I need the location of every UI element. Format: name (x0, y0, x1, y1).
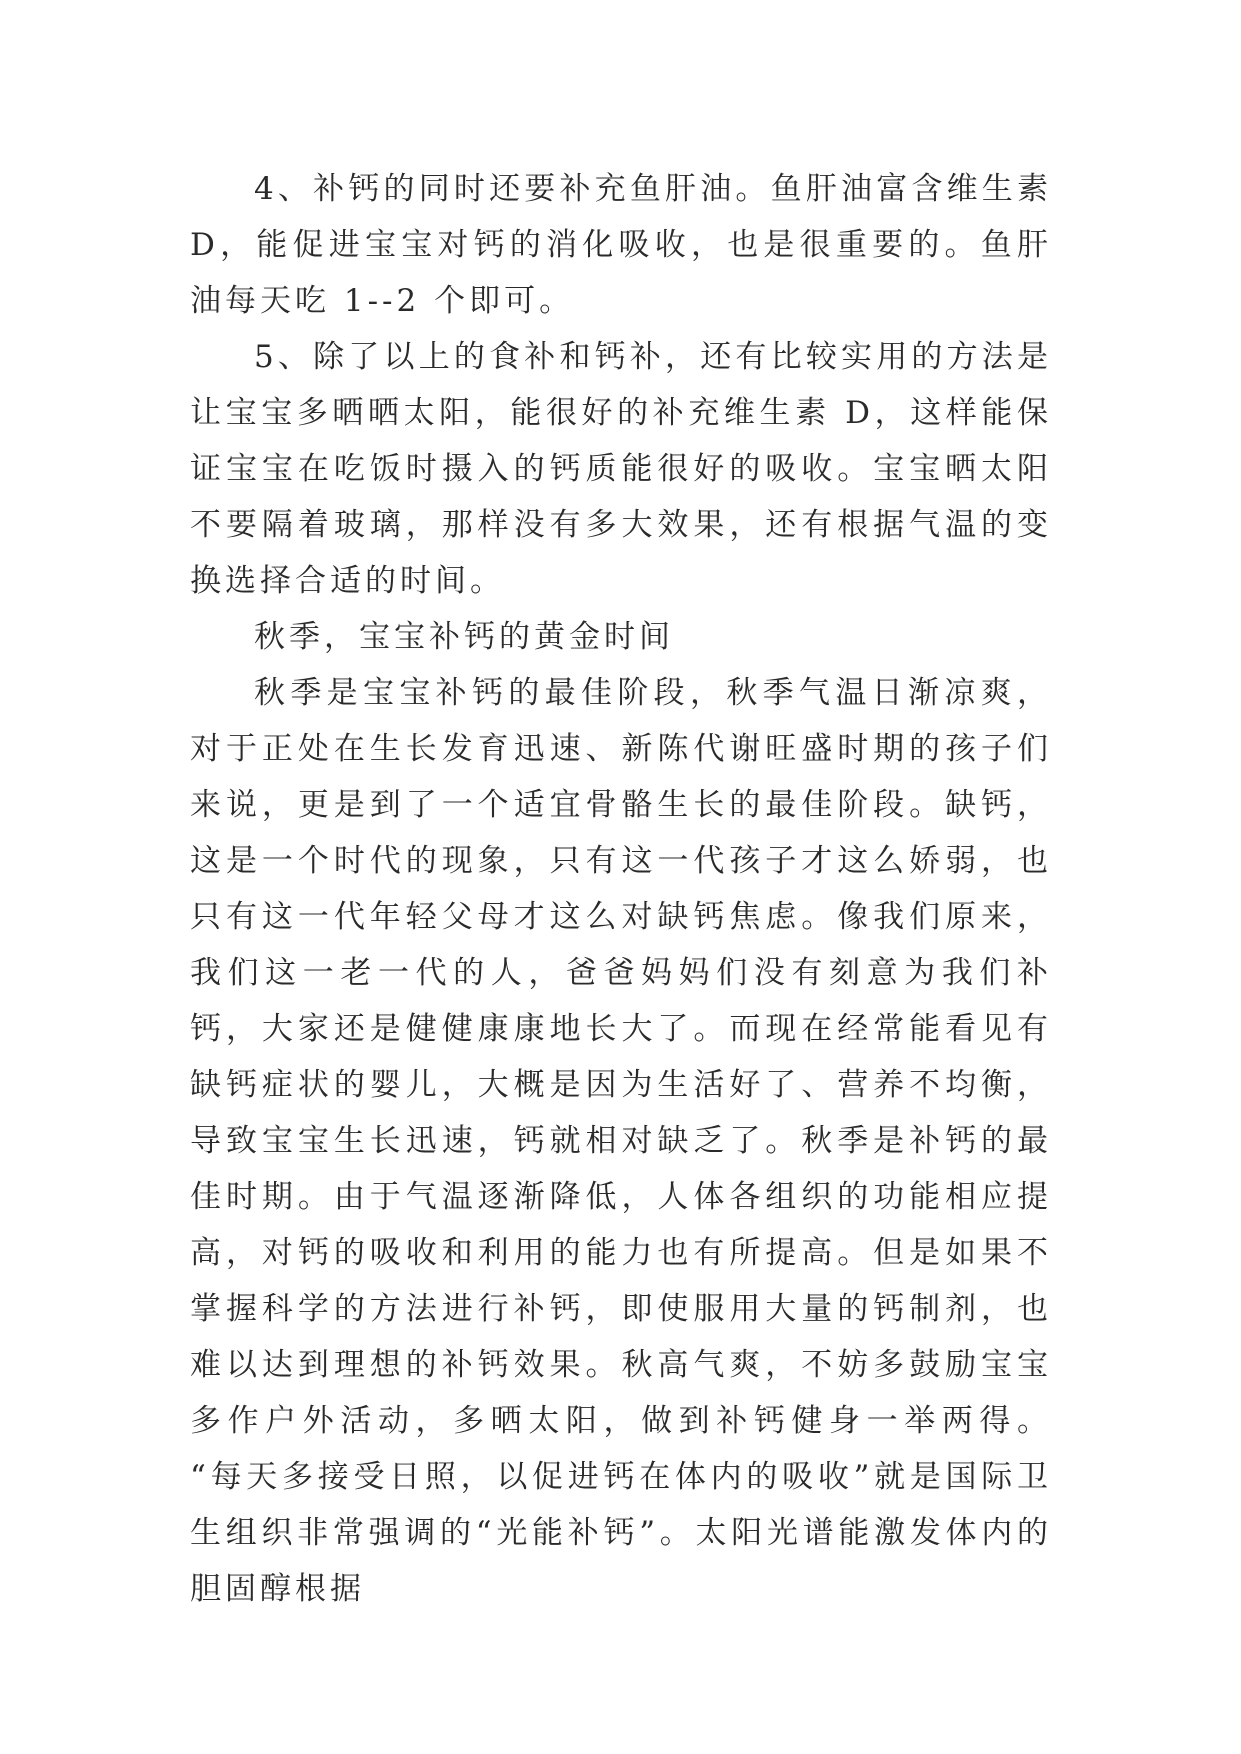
paragraph-sunbathing: 5、除了以上的食补和钙补，还有比较实用的方法是让宝宝多晒晒太阳，能很好的补充维生素 D，这样能保证宝宝在吃饭时摄入的钙质能很好的吸收。宝宝晒太阳不要隔着玻璃，那样没有多大效果，还有根据气温的变换选择合适的时间。 (190, 339, 1052, 599)
paragraph-autumn-calcium: 秋季是宝宝补钙的最佳阶段，秋季气温日渐凉爽，对于正处在生长发育迅速、新陈代谢旺盛时期的孩子们来说，更是到了一个适宜骨骼生长的最佳阶段。缺钙，这是一个时代的现象，只有这一代孩子才这么娇弱，也只有这一代年轻父母才这么对缺钙焦虑。像我们原来，我们这一老一代的人，爸爸妈妈们没有刻意为我们补钙，大家还是健健康康地长大了。而现在经常能看见有缺钙症状的婴儿，大概是因为生活好了、营养不均衡，导致宝宝生长迅速，钙就相对缺乏了。秋季是补钙的最佳时期。由于气温逐渐降低，人体各组织的功能相应提高，对钙的吸收和利用的能力也有所提高。但是如果不掌握科学的方法进行补钙，即使服用大量的钙制剂，也难以达到理想的补钙效果。秋高气爽，不妨多鼓励宝宝多作户外活动，多晒太阳，做到补钙健身一举两得。 “每天多接受日照，以促进钙在体内的吸收”就是国际卫生组织非常强调的“光能补钙”。太阳光谱能激发体内的胆固醇根据 (190, 675, 1052, 1607)
document-body (190, 161, 1052, 1617)
paragraph-fish-liver-oil: 4、补钙的同时还要补充鱼肝油。鱼肝油富含维生素 D，能促进宝宝对钙的消化吸收，也是很重要的。鱼肝油每天吃 1--2 个即可。 (190, 171, 1052, 319)
section-heading-autumn: 秋季，宝宝补钙的黄金时间 (254, 619, 674, 655)
